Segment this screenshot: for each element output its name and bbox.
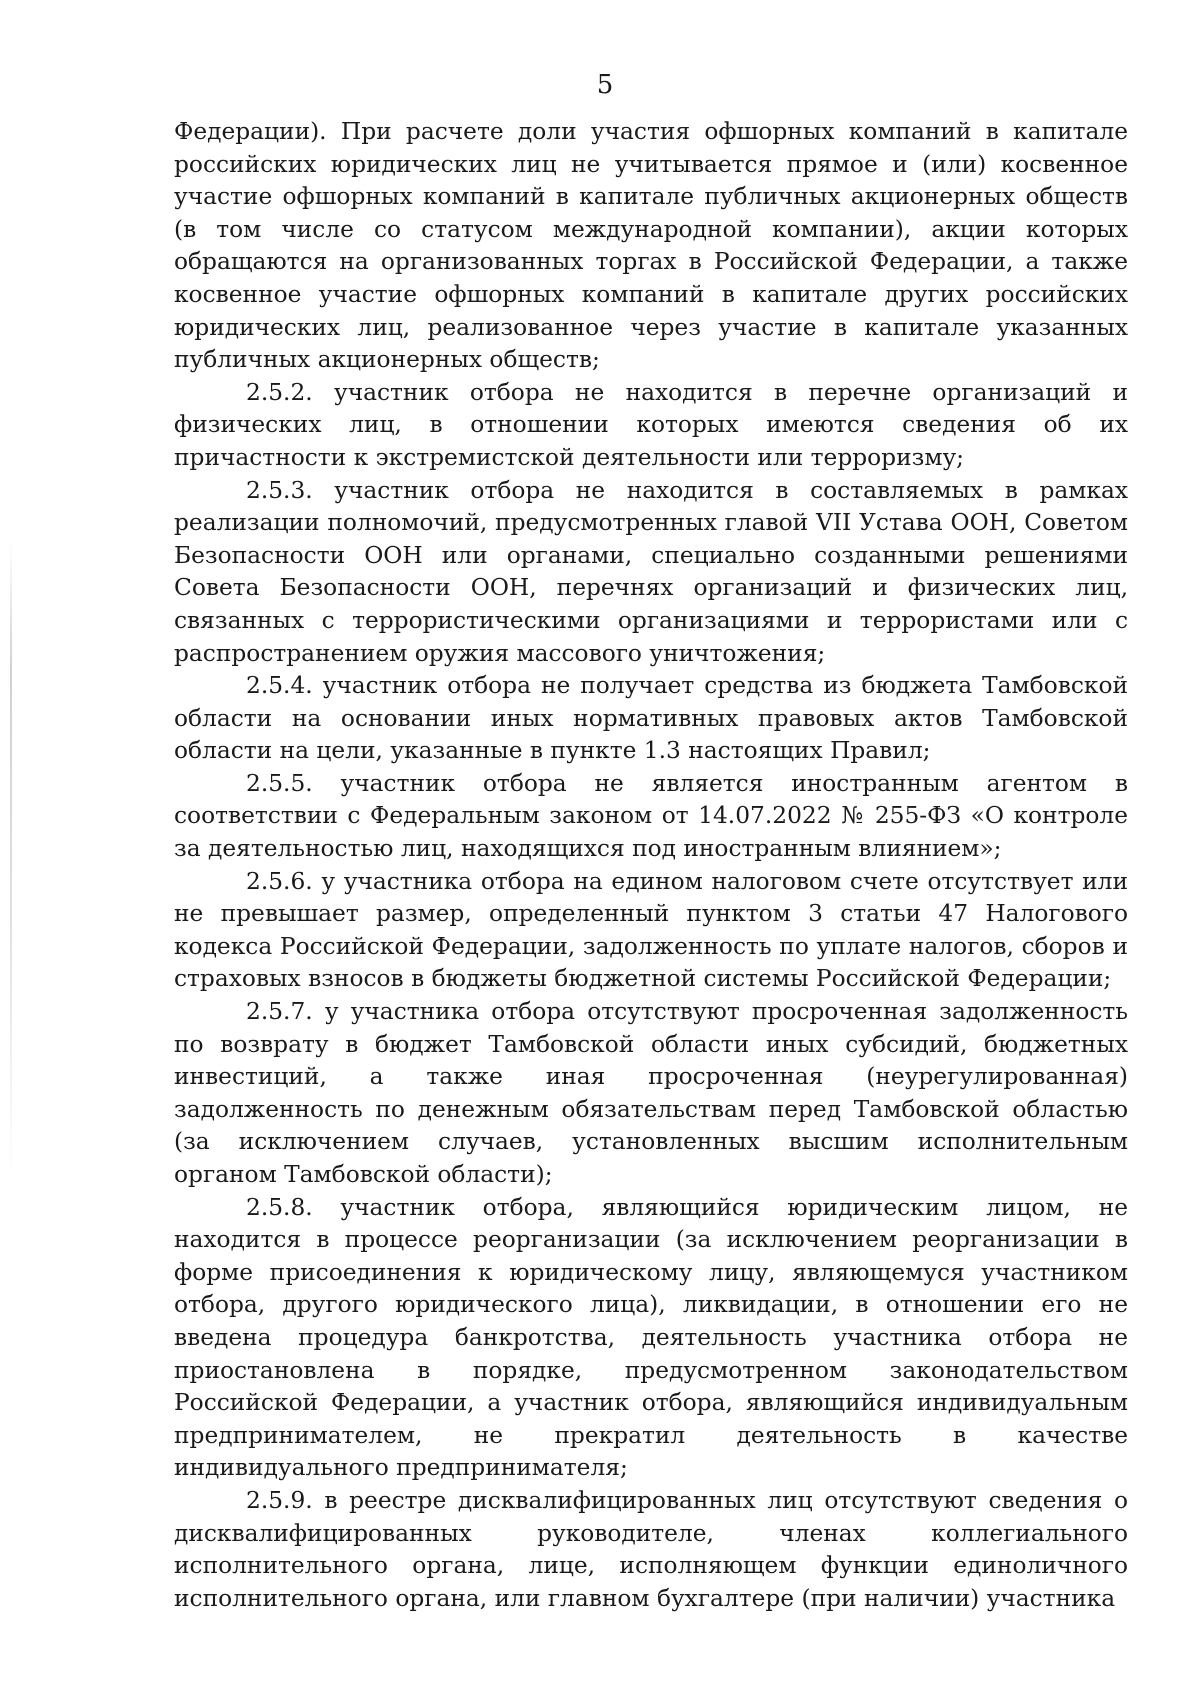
scan-edge-shadow [10,540,12,1180]
paragraph-2-5-7: 2.5.7. у участника отбора отсутствуют просроченная задолженность по возврату в бюджет Тамбовской области иных субсидий, бюджетных инвестиций, а также иная просроченная (неурегулированная) задолженность по денежным обязательствам перед Тамбовской областью (за исключением случаев, установленных высшим исполнительным органом Тамбовской области); [174,998,1128,1188]
document-body [174,116,1128,1615]
paragraph-2-5-4: 2.5.4. участник отбора не получает средства из бюджета Тамбовской области на основании иных нормативных правовых актов Тамбовской области на цели, указанные в пункте 1.3 настоящих Правил; [174,672,1128,765]
paragraph-2-5-8: 2.5.8. участник отбора, являющийся юридическим лицом, не находится в процессе реорганизации (за исключением реорганизации в форме присоединения к юридическому лицу, являющемуся участником отбора, другого юридического лица), ликвидации, в отношении его не введена процедура банкротства, деятельность участника отбора не приостановлена в порядке, предусмотренном законодательством Российской Федерации, а участник отбора, являющийся индивидуальным предпринимателем, не прекратил деятельность в качестве индивидуального предпринимателя; [174,1193,1128,1482]
paragraph-2-5-3: 2.5.3. участник отбора не находится в составляемых в рамках реализации полномочий, предусмотренных главой VII Устава ООН, Советом Безопасности ООН или органами, специально созданными решениями Совета Безопасности ООН, перечнях организаций и физических лиц, связанных с террористическими организациями и террористами или с распространением оружия массового уничтожения; [174,476,1128,667]
paragraph-2-5-9: 2.5.9. в реестре дисквалифицированных лиц отсутствуют сведения о дисквалифицированных руководителе, членах коллегиального исполнительного органа, лице, исполняющем функции единоличного исполнительного органа, или главном бухгалтере (при наличии) участника [174,1486,1128,1612]
paragraph-2-5-5: 2.5.5. участник отбора не является иностранным агентом в соответствии с Федеральным законом от 14.07.2022 № 255-ФЗ «О контроле за деятельностью лиц, находящихся под иностранным влиянием»; [174,769,1128,863]
paragraph-continuation: Федерации). При расчете доли участия офшорных компаний в капитале российских юридических лиц не учитывается прямое и (или) косвенное участие офшорных компаний в капитале публичных акционерных обществ (в том числе со статусом международной компании), акции которых обращаются на организованных торгах в Российской Федерации, а также косвенное участие офшорных компаний в капитале других российских юридических лиц, реализованное через участие в капитале указанных публичных акционерных обществ; [174,118,1128,374]
paragraph-2-5-6: 2.5.6. у участника отбора на едином налоговом счете отсутствует или не превышает размер, определенный пунктом 3 статьи 47 Налогового кодекса Российской Федерации, задолженность по уплате налогов, сборов и страховых взносов в бюджеты бюджетной системы Российской Федерации; [174,867,1128,993]
page-number: 5 [596,70,614,100]
paragraph-2-5-2: 2.5.2. участник отбора не находится в перечне организаций и физических лиц, в отношении которых имеются сведения об их причастности к экстремистской деятельности или терроризму; [174,378,1128,471]
